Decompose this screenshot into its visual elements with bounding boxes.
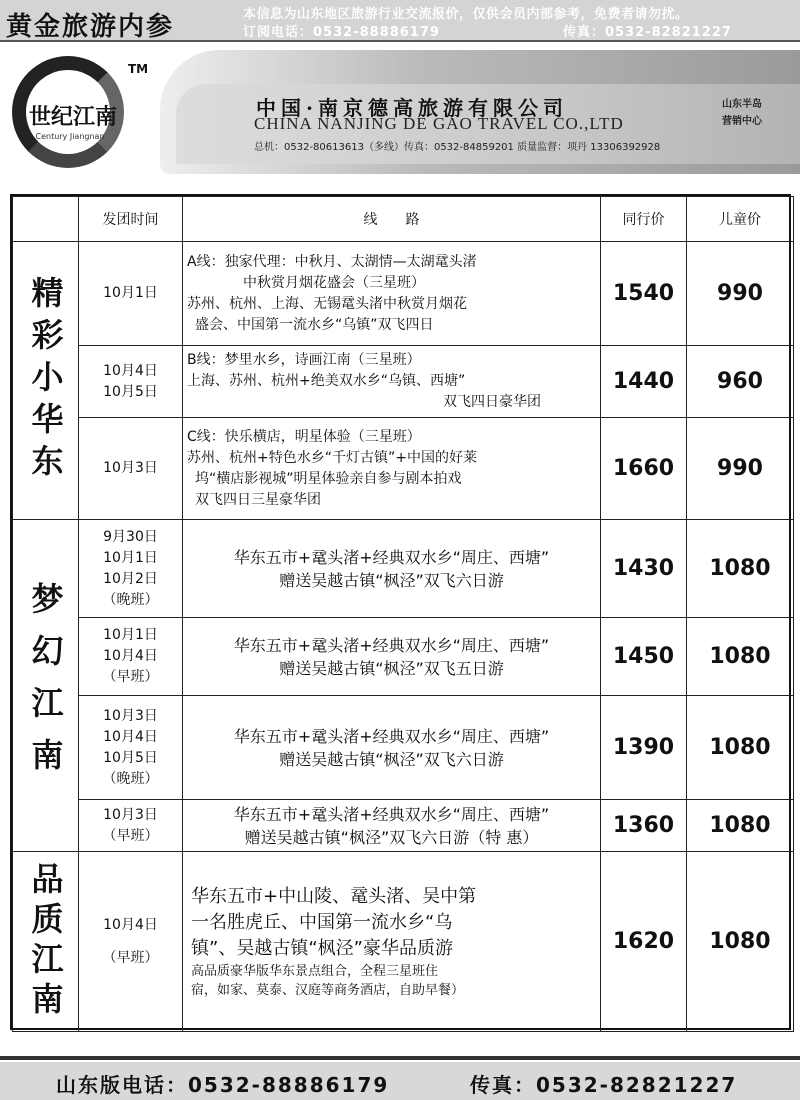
company-header (0, 44, 800, 180)
logo-text: 世纪江南 (28, 104, 117, 130)
category-cell (13, 520, 79, 852)
price-table (10, 194, 791, 1030)
table-row (13, 852, 794, 1032)
table-row (13, 520, 794, 618)
date-line: （晚班） (102, 591, 159, 608)
route-line: 双飞四日豪华团 (443, 394, 541, 410)
child-price: 1080 (687, 852, 794, 1032)
top-banner (0, 0, 800, 42)
route-line: 华东五市+鼋头渚+经典双水乡“周庄、西塘” (233, 547, 550, 567)
table-row (13, 242, 794, 346)
child-price: 990 (687, 418, 794, 520)
category-label: 品质江南 (26, 861, 65, 1022)
table-row (13, 418, 794, 520)
route-line: 盛会、中国第一流水乡“乌镇”双飞四日 (195, 316, 434, 333)
date-cell (79, 346, 183, 418)
date-line: 9月30日 (103, 528, 158, 545)
route-line: 坞“横店影视城”明星体验亲自参与剧本拍戏 (195, 470, 462, 487)
banner-title: 黄金旅游内参 (6, 12, 175, 42)
date-line: 10月3日 (103, 806, 158, 823)
table-row (13, 618, 794, 696)
route-line: B线：梦里水乡，诗画江南（三星班） (187, 352, 421, 368)
table-header-row (13, 197, 794, 242)
category-cell (13, 242, 79, 520)
route-cell (183, 618, 601, 696)
child-price: 1080 (687, 520, 794, 618)
route-line: 华东五市+鼋头渚+经典双水乡“周庄、西塘” (233, 804, 550, 824)
date-line: （早班） (102, 949, 159, 966)
banner-note: 本信息为山东地区旅游行业交流报价，仅供会员内部参考，免费者请勿扰。 (243, 7, 689, 22)
route-line: 苏州、杭州、上海、无锡鼋头渚中秋赏月烟花 (187, 295, 467, 312)
header-child-price: 儿童价 (687, 197, 794, 242)
date-cell (79, 696, 183, 800)
peer-price: 1620 (601, 852, 687, 1032)
date-line: 10月4日 (103, 916, 158, 933)
dept-line-2: 营销中心 (722, 116, 762, 127)
company-name-cn: 中国·南京德高旅游有限公司 (256, 96, 568, 120)
child-price: 960 (687, 346, 794, 418)
company-contact: 总机：0532-80613613（多线）传真：0532-84859201 质量监督：项丹 13306392928 (254, 142, 661, 153)
route-line: 上海、苏州、杭州+绝美双水乡“乌镇、西塘” (187, 373, 466, 389)
route-cell (183, 346, 601, 418)
route-cell (183, 800, 601, 852)
date-line: 10月4日 (103, 648, 158, 664)
category-label: 梦幻江南 (26, 581, 65, 790)
route-line: 一名胜虎丘、中国第一流水乡“乌 (191, 911, 453, 933)
route-line: 镇”、吴越古镇“枫泾”豪华品质游 (191, 937, 453, 959)
logo-english: Century Jiangnan (35, 132, 105, 141)
category-label: 精彩小华东 (26, 275, 65, 486)
date-line: （早班） (102, 827, 159, 844)
date-line: 10月1日 (103, 627, 158, 643)
table-row (13, 696, 794, 800)
route-line: 华东五市+鼋头渚+经典双水乡“周庄、西塘” (233, 635, 550, 655)
peer-price: 1540 (601, 242, 687, 346)
child-price: 1080 (687, 618, 794, 696)
peer-price: 1450 (601, 618, 687, 696)
peer-price: 1430 (601, 520, 687, 618)
route-line: 高品质豪华版华东景点组合，全程三星班住 (191, 963, 439, 979)
child-price: 1080 (687, 696, 794, 800)
route-cell (183, 520, 601, 618)
date-spacer (79, 936, 182, 948)
peer-price: 1660 (601, 418, 687, 520)
peer-price: 1390 (601, 696, 687, 800)
date-line: 10月5日 (103, 749, 158, 766)
route-line: A线：独家代理：中秋月、太湖情—太湖鼋头渚 (187, 253, 477, 270)
route-line: 赠送吴越古镇“枫泾”双飞六日游 (279, 749, 504, 769)
route-cell (183, 852, 601, 1032)
date-line: 10月1日 (103, 549, 158, 566)
table-row (13, 346, 794, 418)
route-line: 华东五市+鼋头渚+经典双水乡“周庄、西塘” (233, 726, 550, 746)
company-department (722, 96, 762, 130)
route-line: 宿，如家、莫泰、汉庭等商务酒店，自助早餐） (191, 982, 465, 998)
trademark-mark: TM (128, 62, 149, 76)
header-date: 发团时间 (79, 197, 183, 242)
date-line: （早班） (102, 669, 159, 685)
route-line: 中秋赏月烟花盛会（三星班） (243, 274, 425, 291)
peer-price: 1360 (601, 800, 687, 852)
route-line: 赠送吴越古镇“枫泾”双飞六日游（特 惠） (244, 827, 539, 847)
header-category (13, 197, 79, 242)
footer-bar (0, 1062, 800, 1100)
route-line: 双飞四日三星豪华团 (195, 491, 321, 508)
date-line: 10月1日 (103, 285, 158, 301)
company-name-en: CHINA NANJING DE GAO TRAVEL CO.,LTD (254, 114, 624, 133)
dept-line-1: 山东半岛 (722, 99, 762, 110)
date-line: 10月5日 (103, 383, 158, 400)
date-cell (79, 520, 183, 618)
footer-divider (0, 1056, 800, 1060)
child-price: 1080 (687, 800, 794, 852)
date-line: 10月3日 (103, 460, 158, 476)
date-cell (79, 242, 183, 346)
date-cell (79, 418, 183, 520)
date-line: 10月3日 (103, 707, 158, 724)
date-cell (79, 800, 183, 852)
peer-price: 1440 (601, 346, 687, 418)
footer-phone: 山东版电话：0532-88886179 (56, 1073, 390, 1097)
header-route: 线 路 (183, 197, 601, 242)
banner-fax: 传真：0532-82821227 (563, 25, 732, 40)
header-peer-price: 同行价 (601, 197, 687, 242)
date-line: （晚班） (102, 770, 159, 787)
route-line: 华东五市+中山陵、鼋头渚、吴中第 (191, 885, 477, 907)
footer-fax: 传真：0532-82821227 (470, 1073, 738, 1097)
route-cell (183, 696, 601, 800)
date-line: 10月4日 (103, 728, 158, 745)
date-line: 10月4日 (103, 362, 158, 379)
route-line: 苏州、杭州+特色水乡“千灯古镇”+中国的好莱 (187, 449, 477, 466)
category-cell (13, 852, 79, 1032)
route-cell (183, 418, 601, 520)
date-cell (79, 618, 183, 696)
date-line: 10月2日 (103, 570, 158, 587)
child-price: 990 (687, 242, 794, 346)
route-line: 赠送吴越古镇“枫泾”双飞五日游 (279, 658, 504, 678)
route-line: 赠送吴越古镇“枫泾”双飞六日游 (279, 570, 504, 590)
route-line: C线：快乐横店，明星体验（三星班） (187, 428, 421, 445)
banner-subscribe-phone: 订阅电话：0532-88886179 (243, 25, 440, 40)
date-cell (79, 852, 183, 1032)
route-cell (183, 242, 601, 346)
table-row (13, 800, 794, 852)
